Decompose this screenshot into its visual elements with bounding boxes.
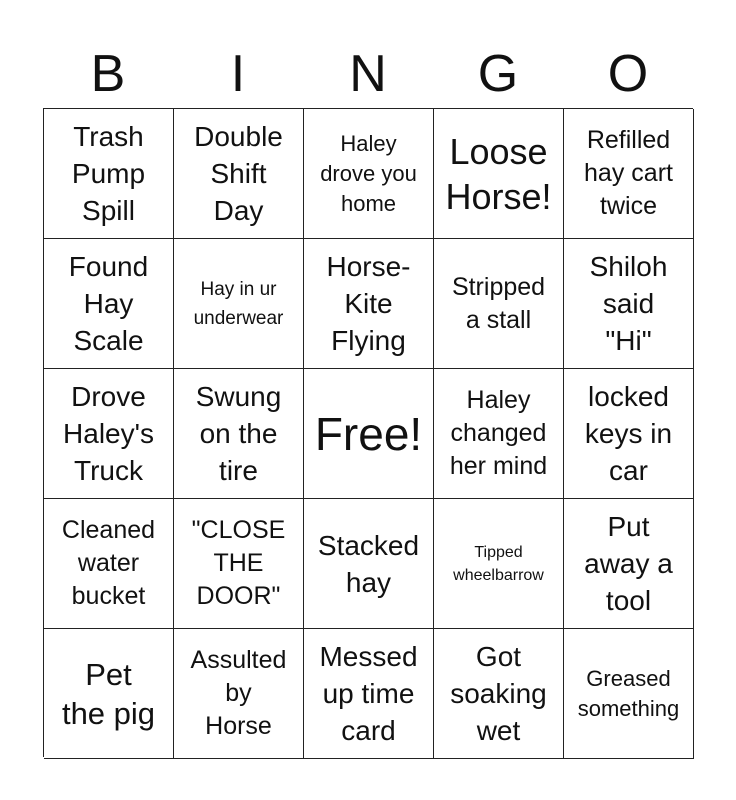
- cell-text: Drove Haley's Truck: [63, 381, 154, 486]
- bingo-cell[interactable]: [44, 629, 174, 759]
- bingo-cell[interactable]: [434, 499, 564, 629]
- bingo-cell[interactable]: [564, 629, 694, 759]
- bingo-cell[interactable]: [564, 499, 694, 629]
- bingo-cell-free[interactable]: [304, 369, 434, 499]
- bingo-cell[interactable]: [564, 109, 694, 239]
- cell-text: Trash Pump Spill: [71, 121, 146, 226]
- bingo-cell[interactable]: [434, 369, 564, 499]
- header-letter-n: N: [349, 45, 387, 103]
- bingo-cell[interactable]: [44, 239, 174, 369]
- cell-text: Stripped a stall: [451, 272, 546, 334]
- cell-text: Refilled hay cart twice: [584, 126, 673, 220]
- cell-text: Put away a tool: [584, 511, 673, 616]
- bingo-header: [43, 40, 693, 108]
- cell-text: Horse- Kite Flying: [326, 251, 411, 356]
- cell-text: Swung on the tire: [195, 381, 282, 486]
- bingo-grid: [43, 108, 693, 757]
- bingo-cell[interactable]: [304, 499, 434, 629]
- bingo-cell[interactable]: [174, 499, 304, 629]
- cell-text: Cleaned water bucket: [61, 516, 156, 610]
- cell-text: Assulted by Horse: [190, 646, 287, 740]
- bingo-cell[interactable]: [564, 369, 694, 499]
- bingo-cell[interactable]: [44, 499, 174, 629]
- bingo-cell[interactable]: [44, 369, 174, 499]
- cell-text: Stacked hay: [317, 529, 420, 598]
- bingo-cell[interactable]: [44, 109, 174, 239]
- cell-text: Shiloh said "Hi": [589, 251, 668, 356]
- bingo-cell[interactable]: [174, 629, 304, 759]
- bingo-cell[interactable]: [304, 629, 434, 759]
- bingo-cell[interactable]: [434, 109, 564, 239]
- cell-text: locked keys in car: [584, 381, 673, 486]
- bingo-cell[interactable]: [174, 369, 304, 499]
- cell-text: Greased something: [577, 665, 680, 721]
- bingo-cell[interactable]: [304, 109, 434, 239]
- cell-text: Messed up time card: [319, 641, 418, 746]
- bingo-cell[interactable]: [434, 629, 564, 759]
- header-letter-o: O: [607, 45, 649, 103]
- bingo-cell[interactable]: [174, 109, 304, 239]
- cell-text: Double Shift Day: [194, 121, 283, 226]
- cell-text: Found Hay Scale: [68, 251, 149, 356]
- bingo-cell[interactable]: [434, 239, 564, 369]
- cell-text: Got soaking wet: [450, 641, 547, 746]
- bingo-cell[interactable]: [174, 239, 304, 369]
- cell-text: Haley drove you home: [320, 130, 417, 216]
- header-letter-i: I: [230, 45, 246, 103]
- cell-text: Tipped wheelbarrow: [453, 543, 544, 584]
- header-letter-g: G: [477, 45, 519, 103]
- bingo-cell[interactable]: [564, 239, 694, 369]
- cell-text: "CLOSE THE DOOR": [191, 516, 286, 610]
- header-letter-b: B: [90, 45, 126, 103]
- cell-text: Pet the pig: [61, 656, 156, 731]
- cell-text: Loose Horse!: [445, 130, 552, 217]
- cell-text: Hay in ur underwear: [193, 278, 284, 329]
- bingo-cell[interactable]: [304, 239, 434, 369]
- free-space-text: Free!: [314, 407, 423, 460]
- cell-text: Haley changed her mind: [449, 386, 548, 480]
